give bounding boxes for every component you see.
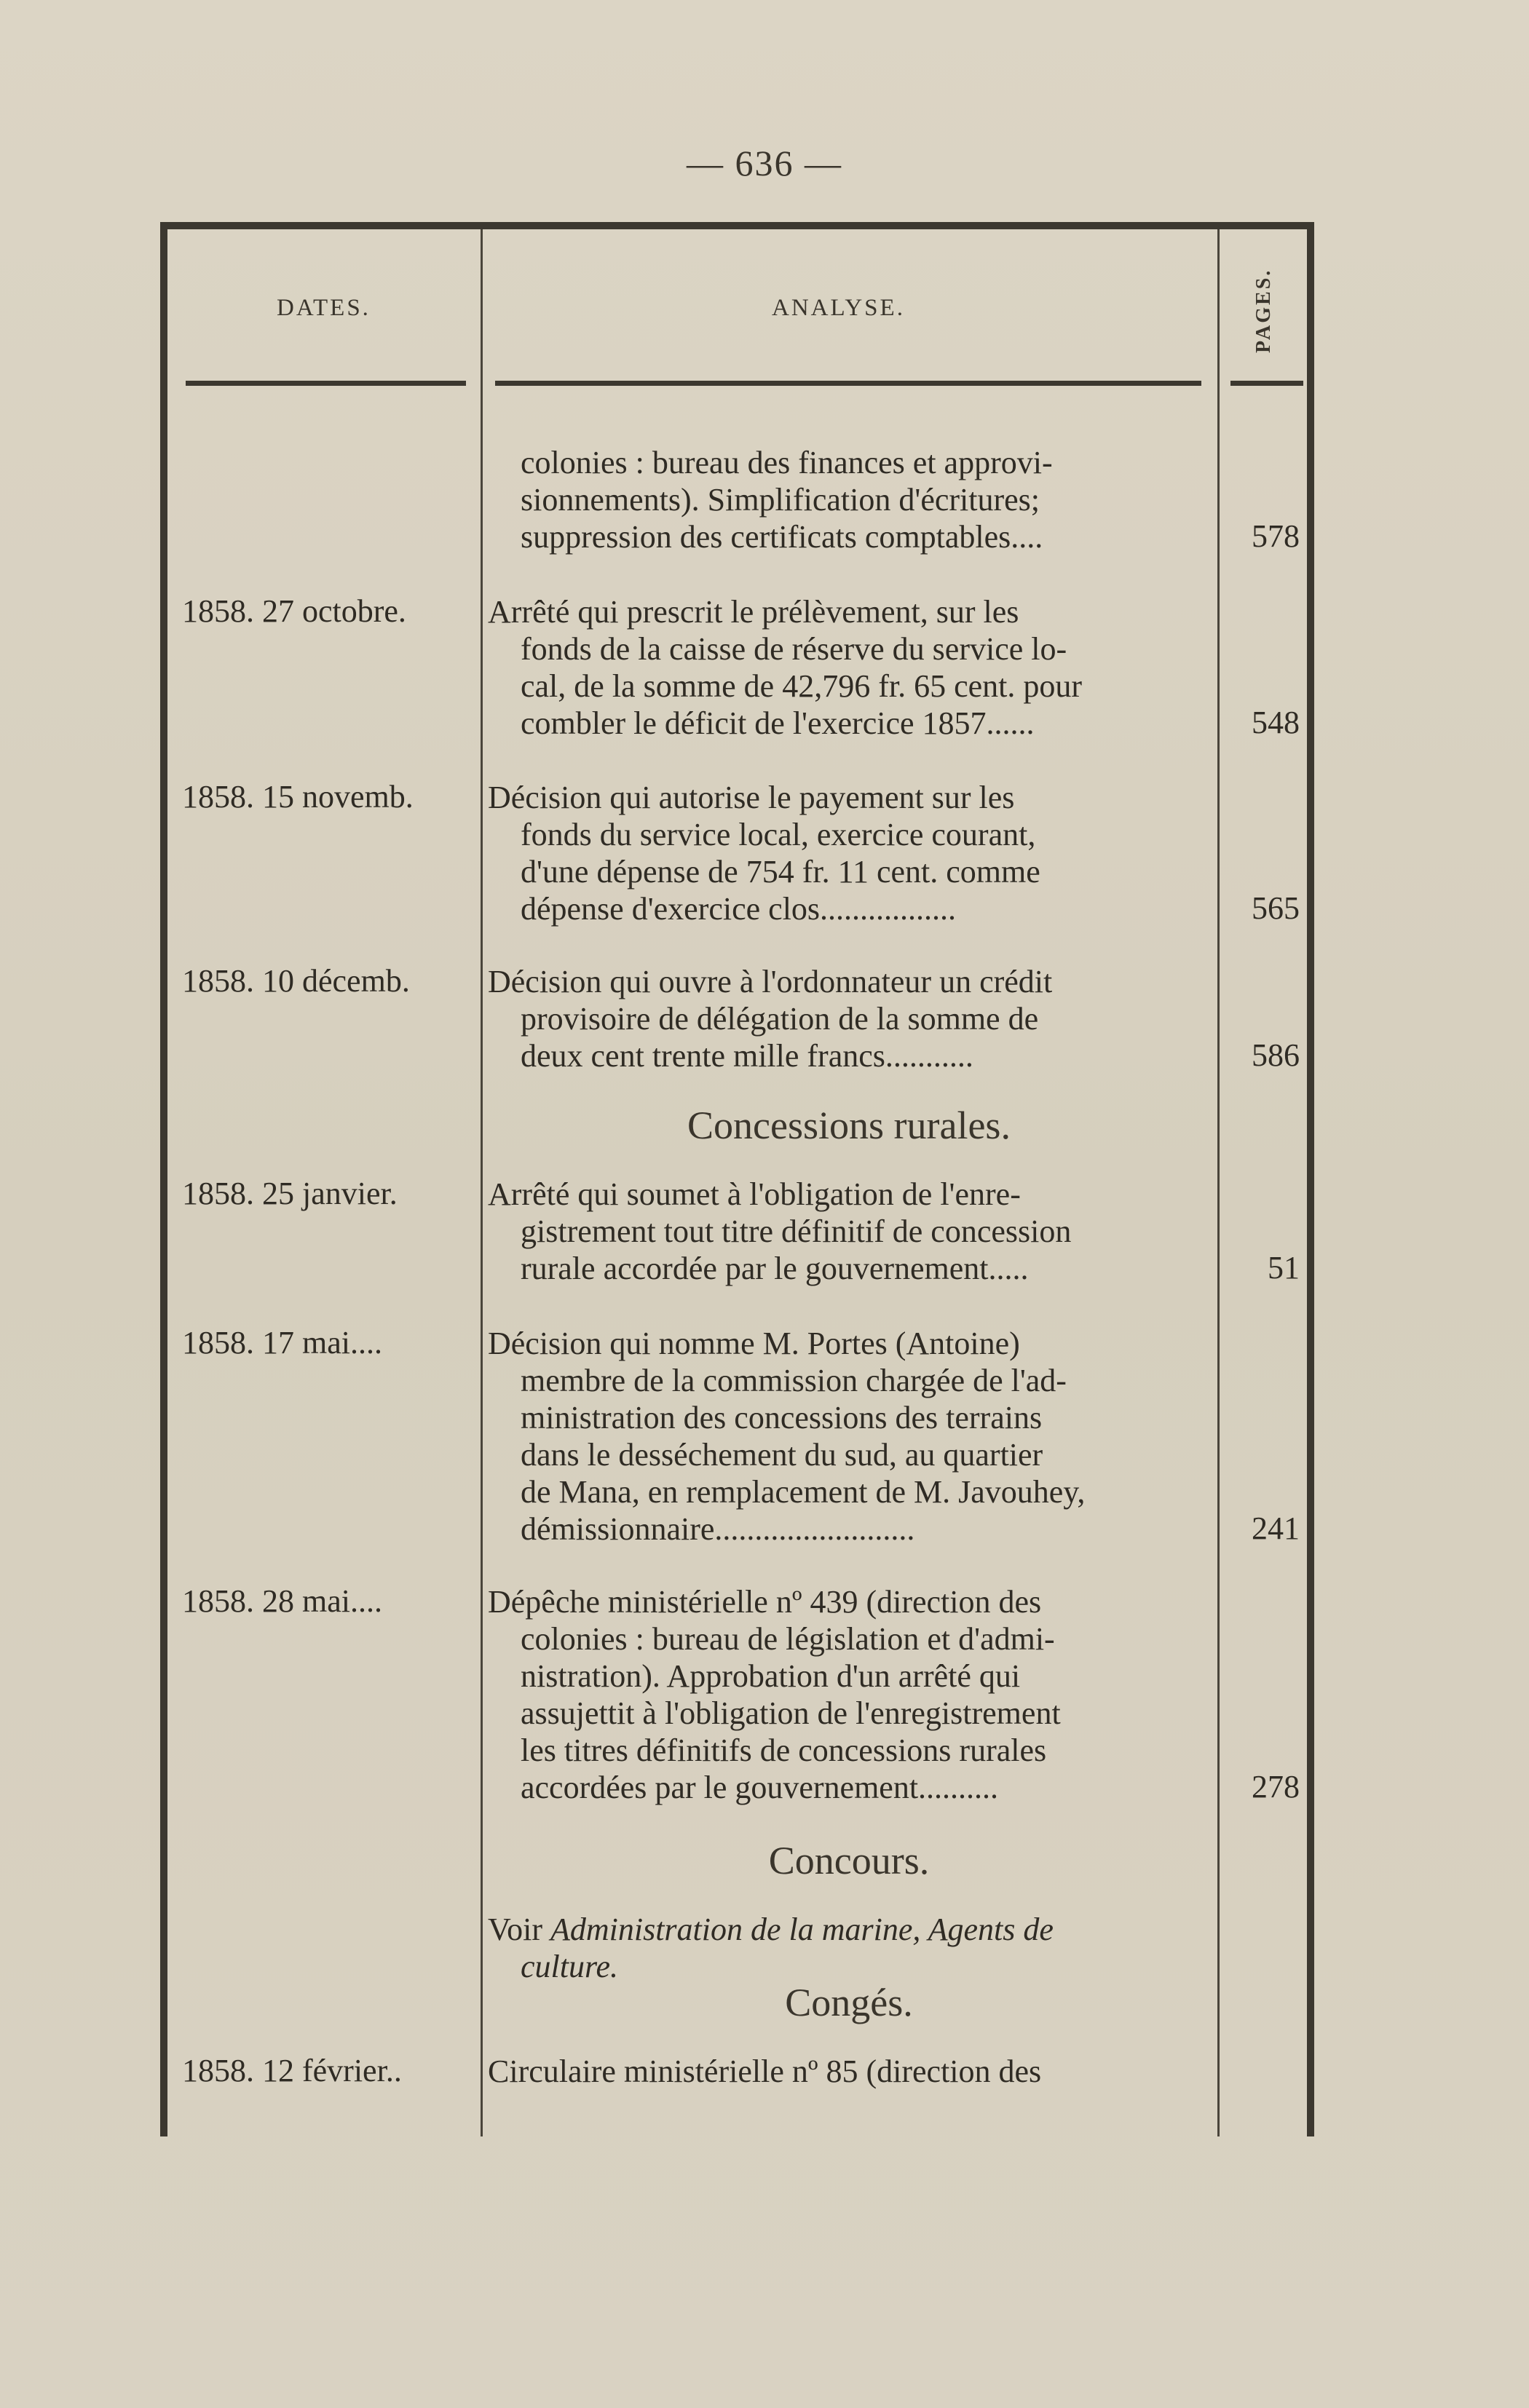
entry-analyse	[488, 1176, 1209, 1287]
entry-date: 1858. 12 février..	[182, 2053, 402, 2088]
entry-page: 548	[1252, 705, 1300, 740]
analyse-line: Décision qui ouvre à l'ordonnateur un crédit	[488, 964, 1053, 999]
header-rule	[1230, 381, 1303, 386]
header-rule	[495, 381, 1201, 386]
analyse-line: dépense d'exercice clos.................	[521, 891, 957, 927]
header-rule	[186, 381, 466, 386]
analyse-line: sionnements). Simplification d'écritures;	[521, 482, 1040, 518]
analyse-line: Arrêté qui soumet à l'obligation de l'enre-	[488, 1176, 1021, 1212]
analyse-line: Arrêté qui prescrit le prélèvement, sur les	[488, 594, 1019, 630]
analyse-line: nistration). Approbation d'un arrêté qui	[521, 1658, 1021, 1694]
analyse-line: combler le déficit de l'exercice 1857......	[521, 705, 1035, 741]
analyse-line: rurale accordée par le gouvernement.....	[521, 1251, 1029, 1286]
entry-page: 565	[1252, 890, 1300, 926]
entry-date: 1858. 10 décemb.	[182, 963, 410, 999]
entry-analyse	[488, 1325, 1209, 1548]
analyse-line: démissionnaire.........................	[521, 1511, 915, 1547]
section-title: Concessions rurales.	[687, 1104, 1011, 1147]
analyse-line: dans le desséchement du sud, au quartier	[521, 1437, 1043, 1473]
entry-page: 586	[1252, 1037, 1300, 1073]
entry-page: 241	[1252, 1510, 1300, 1546]
column-divider-pages	[1217, 229, 1220, 2136]
see-also-prefix: Voir	[488, 1912, 542, 1947]
analyse-line: d'une dépense de 754 fr. 11 cent. comme	[521, 854, 1040, 890]
see-also	[488, 1911, 1209, 1985]
entry-analyse	[488, 2053, 1209, 2090]
analyse-line: membre de la commission chargée de l'ad-	[521, 1363, 1067, 1398]
analyse-line: Décision qui autorise le payement sur les	[488, 780, 1015, 815]
table-header	[167, 229, 1307, 382]
entry-date: 1858. 17 mai....	[182, 1325, 382, 1361]
analyse-line: fonds de la caisse de réserve du service lo-	[521, 631, 1067, 667]
analyse-line: de Mana, en remplacement de M. Javouhey,	[521, 1474, 1086, 1510]
analyse-line: Décision qui nomme M. Portes (Antoine)	[488, 1326, 1020, 1361]
analyse-line: colonies : bureau de législation et d'admi-	[521, 1621, 1055, 1657]
entry-analyse	[488, 963, 1209, 1074]
entry-analyse	[488, 593, 1209, 742]
entry-page: 278	[1252, 1769, 1300, 1805]
header-analyse: ANALYSE.	[772, 295, 905, 321]
entry-analyse	[488, 779, 1209, 927]
section-title: Congés.	[785, 1981, 913, 2024]
analyse-line: deux cent trente mille francs...........	[521, 1038, 973, 1074]
analyse-line: Dépêche ministérielle nº 439 (direction des	[488, 1584, 1042, 1620]
index-table	[160, 222, 1314, 2136]
entry-page: 51	[1268, 1250, 1300, 1286]
analyse-line: accordées par le gouvernement..........	[521, 1770, 999, 1805]
analyse-line: cal, de la somme de 42,796 fr. 65 cent. pour	[521, 668, 1083, 704]
analyse-line: gistrement tout titre définitif de concession	[521, 1213, 1072, 1249]
analyse-line: ministration des concessions des terrains	[521, 1400, 1043, 1435]
entry-date: 1858. 27 octobre.	[182, 593, 406, 629]
entry-date: 1858. 15 novemb.	[182, 779, 414, 815]
page-number: — 636 —	[687, 143, 842, 183]
header-pages: PAGES.	[1252, 268, 1275, 353]
header-dates: DATES.	[277, 295, 371, 321]
section-title: Concours.	[768, 1839, 930, 1882]
entry-page: 578	[1252, 518, 1300, 554]
entry-date: 1858. 25 janvier.	[182, 1176, 398, 1211]
analyse-line: Circulaire ministérielle nº 85 (direction des	[488, 2053, 1042, 2089]
see-also-reference: culture.	[521, 1949, 618, 1984]
analyse-line: colonies : bureau des finances et approvi-	[521, 445, 1053, 480]
analyse-line: suppression des certificats comptables....	[521, 519, 1043, 555]
analyse-line: assujettit à l'obligation de l'enregistrement	[521, 1695, 1061, 1731]
analyse-line: provisoire de délégation de la somme de	[521, 1001, 1039, 1037]
entry-analyse	[488, 1583, 1209, 1806]
entry-analyse	[488, 444, 1209, 555]
analyse-line: fonds du service local, exercice courant,	[521, 817, 1036, 852]
analyse-line: les titres définitifs de concessions rurales	[521, 1732, 1047, 1768]
see-also-reference: Administration de la marine, Agents de	[550, 1912, 1054, 1947]
entry-date: 1858. 28 mai....	[182, 1583, 382, 1619]
